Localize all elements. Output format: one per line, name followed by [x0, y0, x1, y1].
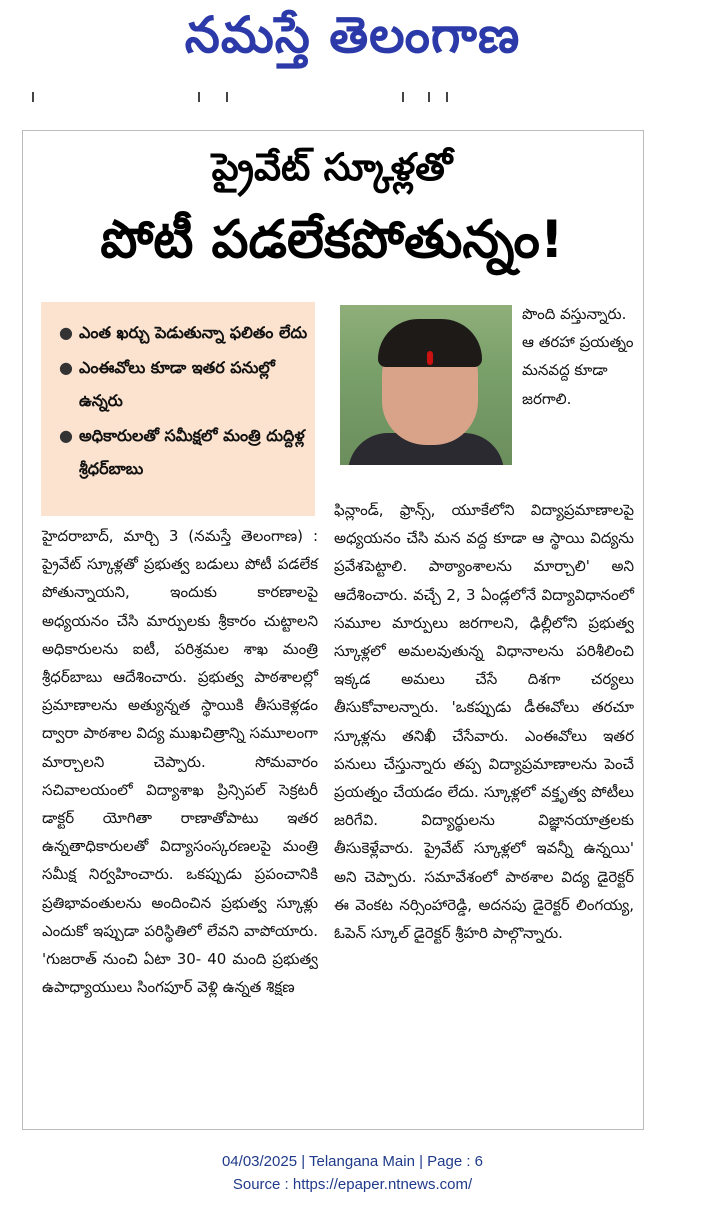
headline-line-1: ప్రైవేట్ స్కూళ్లతో [211, 145, 453, 189]
bullet-icon: ● [59, 426, 73, 445]
highlights-box [41, 302, 315, 516]
masthead [0, 0, 705, 78]
masthead-logo: నమస్తే తెలంగాణ [184, 6, 521, 64]
highlight-item: ● ఎంఈవోలు కూడా ఇతర పనుల్లో ఉన్నరు [55, 351, 309, 417]
footer-source: Source : https://epaper.ntnews.com/ [232, 1176, 473, 1193]
body-column-left: హైదరాబాద్, మార్చి 3 (నమస్తే తెలంగాణ) : ప్రైవేట్ స్కూళ్లతో ప్రభుత్వ బడులు పోటీ పడలేక పోతున్నాయని, ఇందుకు కారణాలపై అధ్యయనం చేసి మార్పులకు శ్రీకారం చుట్టాలని అధికారులను ఐటీ, పరిశ్రమల శాఖ మంత్రి శ్రీధర్‌బాబు ఆదేశించారు. ప్రభుత్వ పాఠశాలల్లో ప్రమాణాలను అత్యున్నత స్థాయికి తీసుకెళ్లడం ద్వారా పాఠశాల విద్య ముఖచిత్రాన్ని సమూలంగా మార్చాలని చెప్పారు. సోమవారం సచివాలయంలో విద్యాశాఖ ప్రిన్సిపల్ సెక్రటరీ డాక్టర్ యోగితా రాణాతోపాటు ఇతర ఉన్నతాధికారులతో విద్యాసంస్కరణలపై మంత్రి సమీక్ష నిర్వహించారు. ఒకప్పుడు ప్రపంచానికి ప్రతిభావంతులను అందించిన ప్రభుత్వ స్కూళ్లు ఎందుకో ఇప్పుడా పరిస్థితిలో లేవని వాపోయారు. 'గుజరాత్ నుంచి ఏటా 30- 40 మంది ప్రభుత్వ ఉపాధ్యాయులు సింగపూర్ వెళ్లి ఉన్నత శిక్షణ [42, 527, 318, 997]
headline-line-2: పోటీ పడలేకపోతున్నం! [100, 210, 564, 270]
masthead-rule [30, 92, 670, 108]
minister-photo [340, 305, 512, 465]
bullet-icon: ● [59, 358, 73, 377]
body-column-right-top: పొంది వస్తున్నారు. ఆ తరహా ప్రయత్నం మనవద్ద కూడా జరగాలి. [522, 305, 634, 408]
highlight-item: ● ఎంత ఖర్చు పెడుతున్నా ఫలితం లేదు [55, 316, 309, 349]
bullet-icon: ● [59, 323, 73, 342]
highlight-item: ● అధికారులతో సమీక్షలో మంత్రి దుద్దిళ్ల శ్రీధర్‌బాబు [55, 419, 309, 485]
footer-date-edition: 04/03/2025 | Telangana Main | Page : 6 [221, 1153, 484, 1170]
body-column-right: ఫిన్లాండ్, ఫ్రాన్స్, యూకేలోని విద్యాప్రమాణాలపై అధ్యయనం చేసి మన వద్ద కూడా ఆ స్థాయి విద్యను ప్రవేశపెట్టాలి. పాఠ్యాంశాలను మార్చాలి' అని ఆదేశించారు. వచ్చే 2, 3 ఏండ్లలోనే విద్యావిధానంలో సమూల మార్పులు జరగాలని, ఢిల్లీలోని ప్రభుత్వ స్కూళ్లలో అమలవుతున్న విధానాలను పరిశీలించి ఇక్కడ అమలు చేసే దిశగా చర్యలు తీసుకోవాలన్నారు. 'ఒకప్పుడు డీఈవోలు తరచూ స్కూళ్లను తనిఖీ చేసేవారు. ఎంఈవోలు ఇతర పనులు చేస్తున్నారు తప్ప విద్యాప్రమాణాలను పెంచే ప్రయత్నం చేయడం లేదు. స్కూళ్లలో వక్తృత్వ పోటీలు జరిగేవి. విద్యార్థులను విజ్ఞానయాత్రలకు తీసుకెళ్లేవారు. ప్రైవేట్ స్కూళ్లలో ఇవన్నీ ఉన్నయి' అని చెప్పారు. సమావేశంలో పాఠశాల విద్య డైరెక్టర్ ఈ వెంకట నర్సింహారెడ్డి, అదనపు డైరెక్టర్ లింగయ్య, ఓపెన్ స్కూల్ డైరెక్టర్ శ్రీహరి పాల్గొన్నారు. [334, 501, 634, 943]
page-footer [0, 1150, 705, 1196]
